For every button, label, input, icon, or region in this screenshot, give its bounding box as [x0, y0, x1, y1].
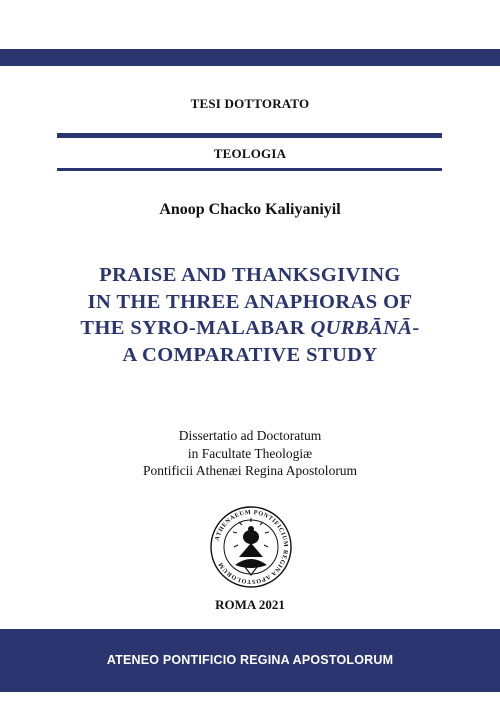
- upper-rule: [57, 133, 442, 138]
- title-line-3-suffix: -: [412, 317, 420, 339]
- lower-rule: [57, 168, 442, 171]
- dissertation-statement: [0, 427, 500, 480]
- title-line-4: A COMPARATIVE STUDY: [122, 343, 378, 366]
- university-seal-icon: [209, 505, 293, 589]
- dissertation-line-2: in Facultate Theologiæ: [187, 445, 313, 461]
- title-qurbana: QURBĀNĀ: [310, 317, 413, 339]
- title-line-3: [0, 315, 500, 342]
- title-line-2: IN THE THREE ANAPHORAS OF: [87, 290, 413, 313]
- subject-label: TEOLOGIA: [213, 146, 287, 161]
- imprint-city-year: ROMA 2021: [215, 597, 285, 612]
- book-title: [0, 262, 500, 368]
- dissertation-line-1: Dissertatio ad Doctoratum: [178, 428, 322, 443]
- title-line-1: PRAISE AND THANKSGIVING: [99, 264, 401, 286]
- publisher-name: ATENEO PONTIFICIO REGINA APOSTOLORUM: [106, 653, 394, 667]
- author-name: Anoop Chacko Kaliyaniyil: [159, 201, 341, 218]
- top-decorative-bar: [0, 49, 500, 66]
- series-label: TESI DOTTORATO: [190, 96, 310, 111]
- seal-inscription: ATHENAEUM PONTIFICIUM REGINA APOSTOLORUM: [213, 508, 290, 586]
- title-line-3-prefix: THE SYRO-MALABAR: [80, 317, 311, 339]
- dissertation-line-3: Pontificii Athenæi Regina Apostolorum: [142, 463, 358, 478]
